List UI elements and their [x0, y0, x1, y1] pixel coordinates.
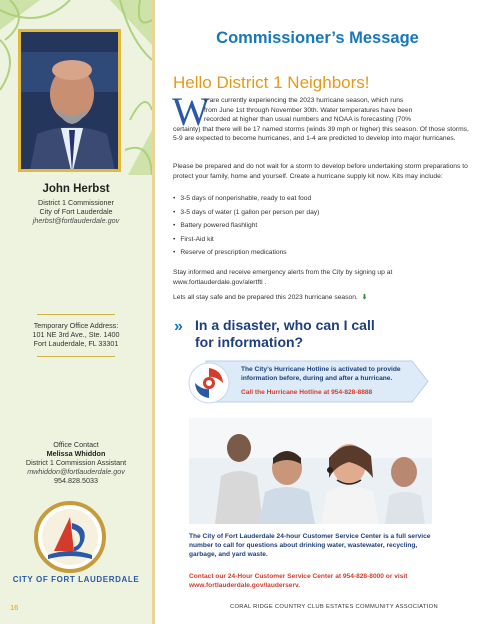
- service-center-contact[interactable]: Contact our 24-Hour Customer Service Center at 954-828-8000 or visit www.fortlauderdale.gov/lauderserv.: [189, 573, 408, 589]
- list-item: • 3-5 days of nonperishable, ready to eat food: [173, 192, 473, 206]
- list-item: • Battery powered flashlight: [173, 219, 473, 233]
- hotline-call[interactable]: Call the Hurricane Hotline at 954-828-8888: [241, 389, 373, 396]
- chevrons-icon: »: [174, 318, 180, 335]
- hurricane-icon: [188, 362, 230, 404]
- commissioner-city: City of Fort Lauderdale: [39, 207, 113, 216]
- paragraph-intro: certainty) that there will be 17 named storms (winds 39 mph or higher) this season. Of those storms, 5-9 are expected to become hurricanes, and 1-4 are predicted to develop into major hurricanes.: [173, 125, 469, 142]
- city-label: CITY OF FORT LAUDERDALE: [12, 575, 140, 584]
- page-title: Commissioner’s Message: [216, 29, 419, 47]
- greeting-heading: Hello District 1 Neighbors!: [173, 73, 370, 92]
- paragraph-line: recorded at higher than usual numbers and NOAA is forecasting (70%: [204, 116, 412, 123]
- paragraph-line: from June 1st through November 30th. Water temperatures have been: [204, 106, 413, 114]
- commissioner-email[interactable]: jherbst@fortlauderdale.gov: [32, 216, 120, 225]
- commissioner-title: District 1 Commissioner: [38, 198, 114, 207]
- paragraph-closing: [173, 293, 473, 303]
- sidebar: [0, 0, 152, 624]
- arrow-down-icon: ⬇: [361, 294, 368, 301]
- supply-kit-list: [173, 192, 473, 260]
- customer-service-photo: [189, 418, 432, 524]
- office-street: 101 NE 3rd Ave., Ste. 1400: [32, 330, 120, 339]
- contact-phone: 954.828.5033: [54, 476, 98, 485]
- contact-role: District 1 Commission Assistant: [25, 458, 127, 467]
- footer-association: CORAL RIDGE COUNTRY CLUB ESTATES COMMUNITY ASSOCIATION: [230, 604, 438, 610]
- paragraph-preparation: Please be prepared and do not wait for a storm to develop before undertaking storm preparations to protect your family, home and yourself. Create a hurricane supply kit now. Kits may include:: [173, 163, 468, 180]
- drop-cap: W: [172, 89, 210, 134]
- office-city: Fort Lauderdale, FL 33301: [33, 339, 119, 348]
- list-item: • Reserve of prescription medications: [173, 246, 473, 260]
- city-seal-logo: [34, 501, 106, 573]
- page-number: 16: [10, 603, 19, 612]
- office-heading: Temporary Office Address:: [33, 321, 119, 330]
- commissioner-photo: [18, 29, 121, 172]
- hotline-description: The City’s Hurricane Hotline is activated to provide information before, during and after a hurricane.: [241, 366, 401, 382]
- disaster-title: [195, 317, 445, 351]
- list-item: • First-Aid kit: [173, 233, 473, 247]
- paragraph-alerts: Stay informed and receive emergency alerts from the City by signing up at www.fortlauderdale.gov/alertftl .: [173, 269, 393, 286]
- commissioner-name: John Herbst: [42, 183, 110, 195]
- divider: [37, 356, 115, 357]
- contact-heading: Office Contact: [53, 440, 99, 449]
- disaster-title-line: In a disaster, who can I call: [195, 317, 375, 333]
- disaster-title-line: for information?: [195, 334, 304, 350]
- contact-email[interactable]: mwhiddon@fortlauderdale.gov: [27, 467, 125, 476]
- closing-text: Lets all stay safe and be prepared this 2023 hurricane season.: [173, 294, 358, 301]
- list-item: • 3-5 days of water (1 gallon per person per day): [173, 206, 473, 220]
- sidebar-border: [152, 0, 155, 624]
- divider: [37, 314, 115, 315]
- service-center-description: The City of Fort Lauderdale 24-hour Customer Service Center is a full service number to call for questions about drinking water, wastewater, recycling, garbage, and yard waste.: [189, 533, 431, 558]
- contact-name: Melissa Whiddon: [46, 449, 106, 458]
- paragraph-line: e are currently experiencing the 2023 hurricane season, which runs: [204, 97, 404, 104]
